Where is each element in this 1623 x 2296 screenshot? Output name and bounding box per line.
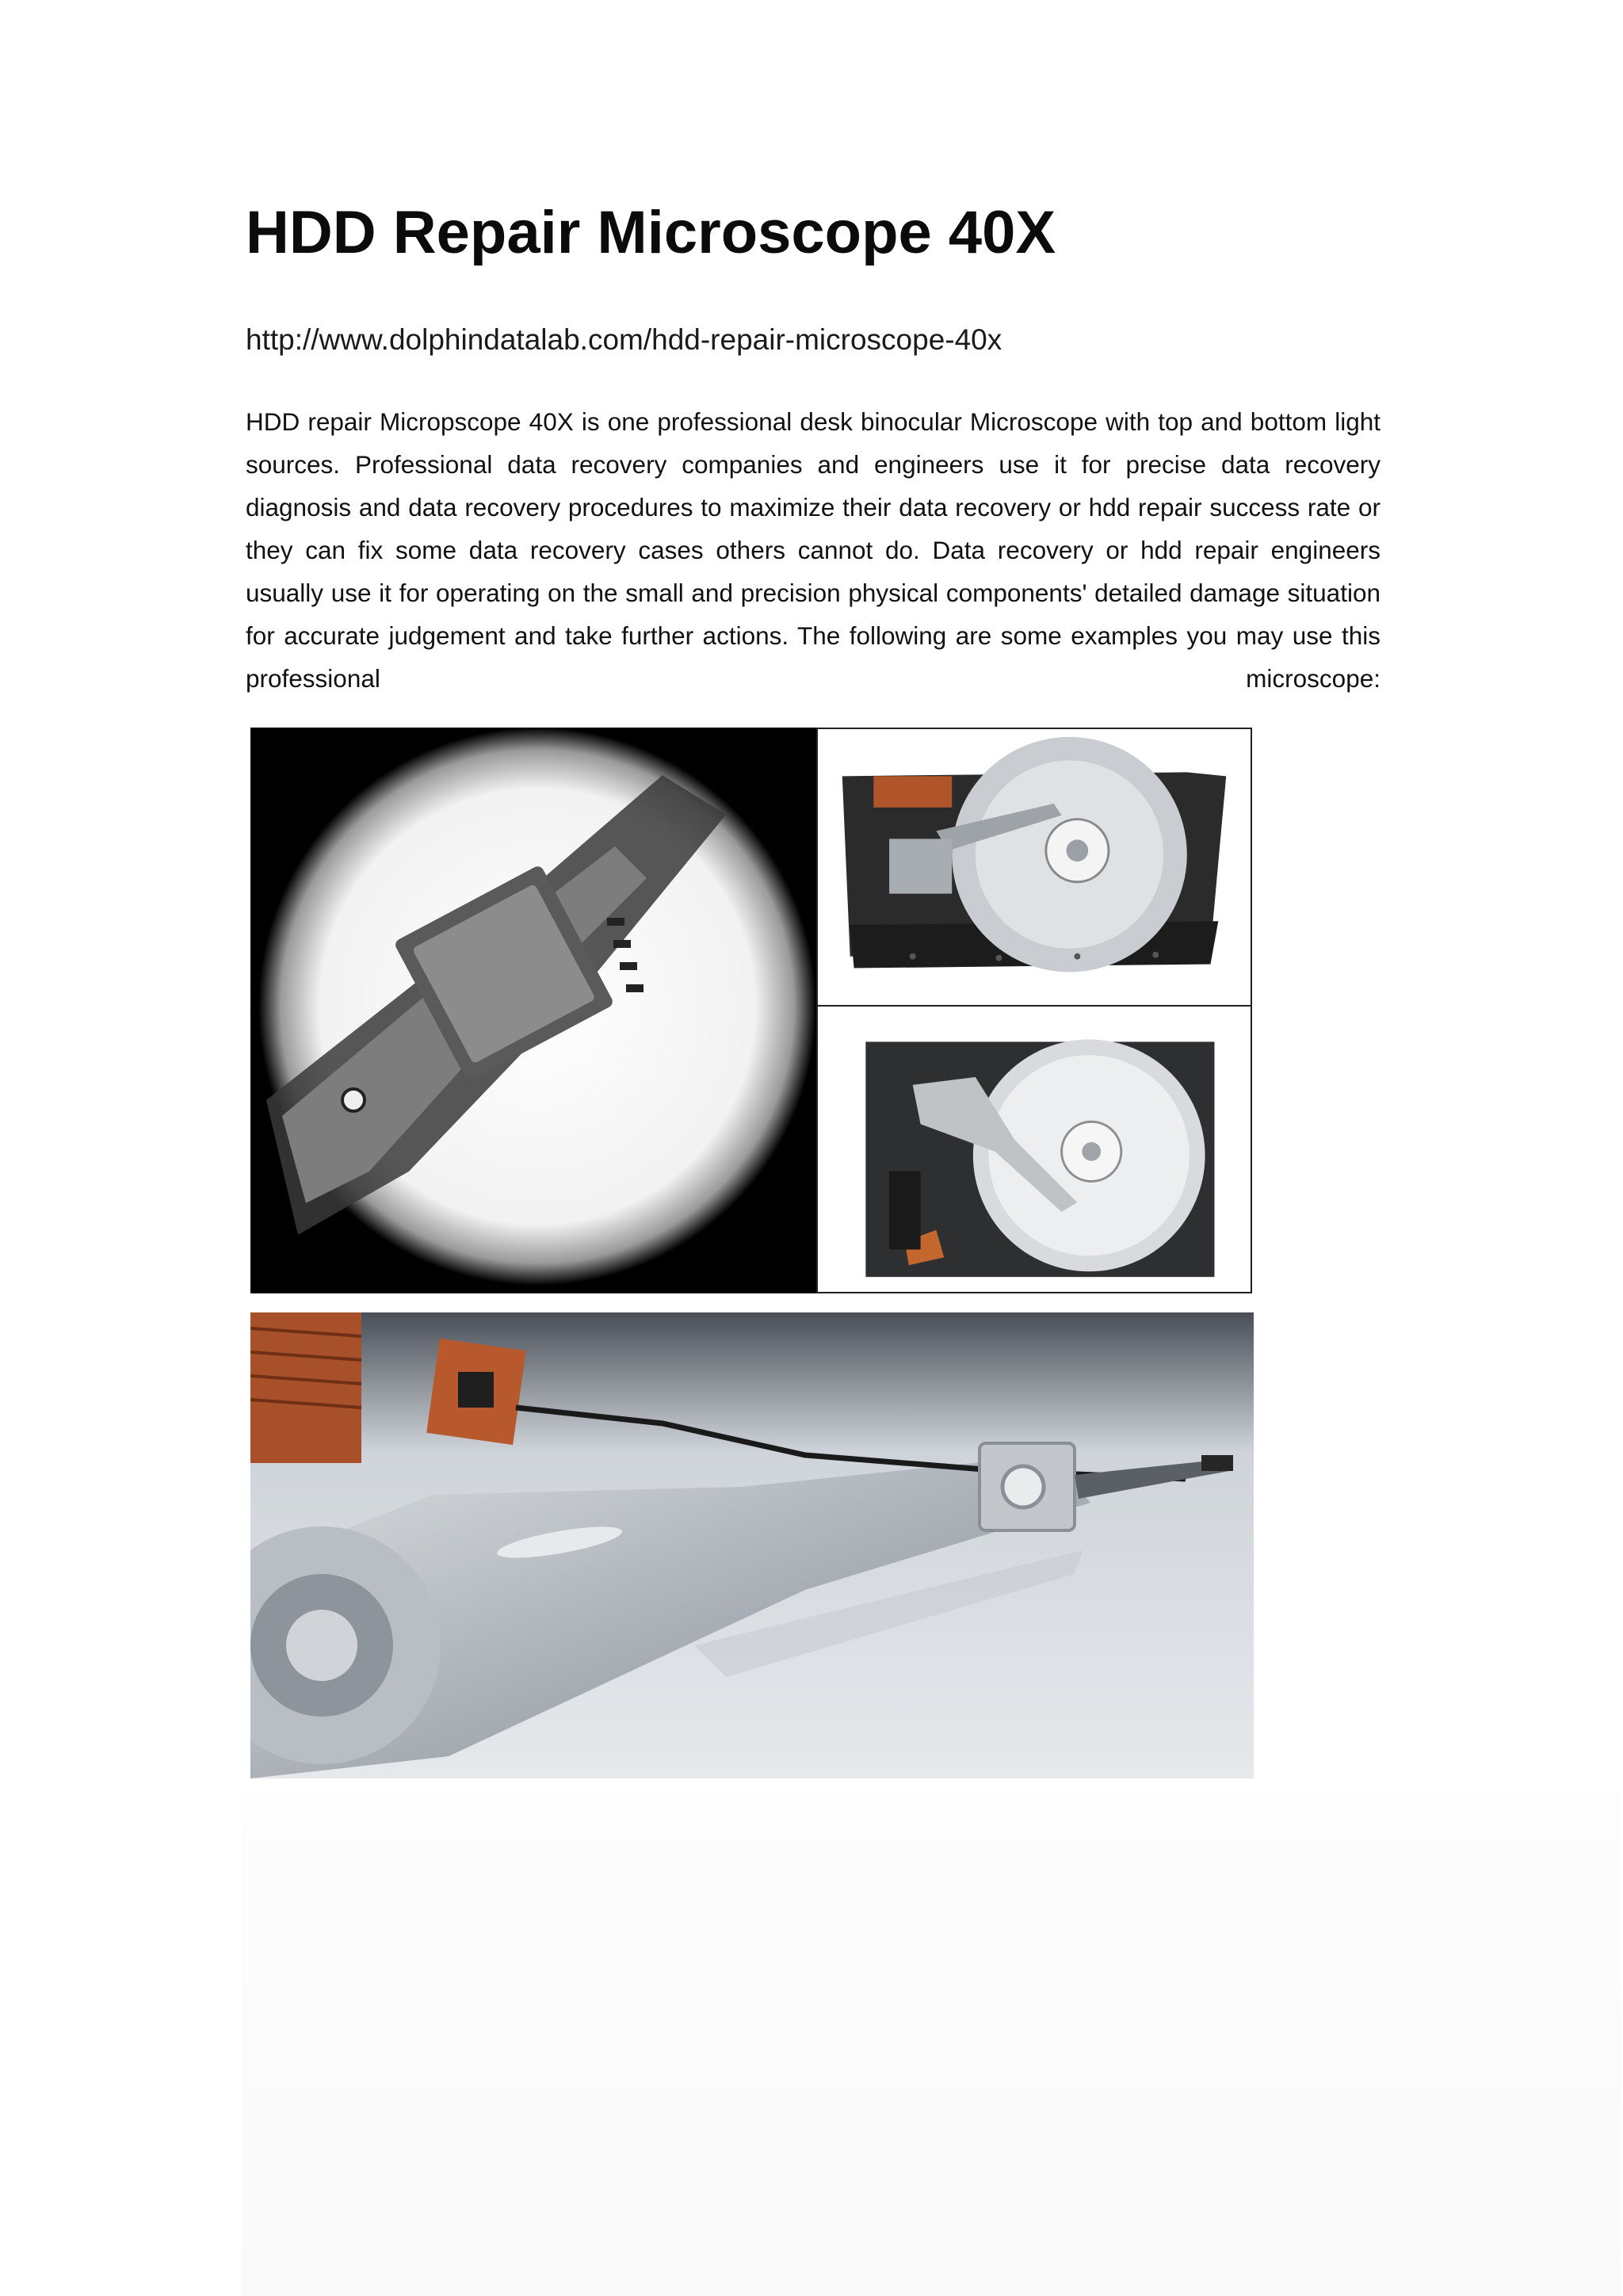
page-title: HDD Repair Microscope 40X [246, 199, 1056, 266]
source-url[interactable]: http://www.dolphindatalab.com/hdd-repair-microscope-40x [246, 323, 1002, 356]
microscope-view-image [250, 728, 816, 1293]
page-bottom-area [242, 1791, 1621, 2296]
hdd-platter-image [816, 1005, 1252, 1293]
body-paragraph: HDD repair Micropscope 40X is one professional desk binocular Microscope with top and bottom light sources. Professional data recovery companies and engineers use it for precise data recovery diagnosis and data recovery procedures to maximize their data recovery or hdd repair success rate or they can fix some data recovery cases others cannot do. Data recovery or hdd repair engineers usually use it for operating on the small and precision physical components' detailed damage situation for accurate judgement and take further actions. The following are some examples you may use this professional microscope: [246, 407, 1381, 693]
hdd-open-image [816, 728, 1252, 1007]
head-arm-image [250, 1312, 1254, 1778]
